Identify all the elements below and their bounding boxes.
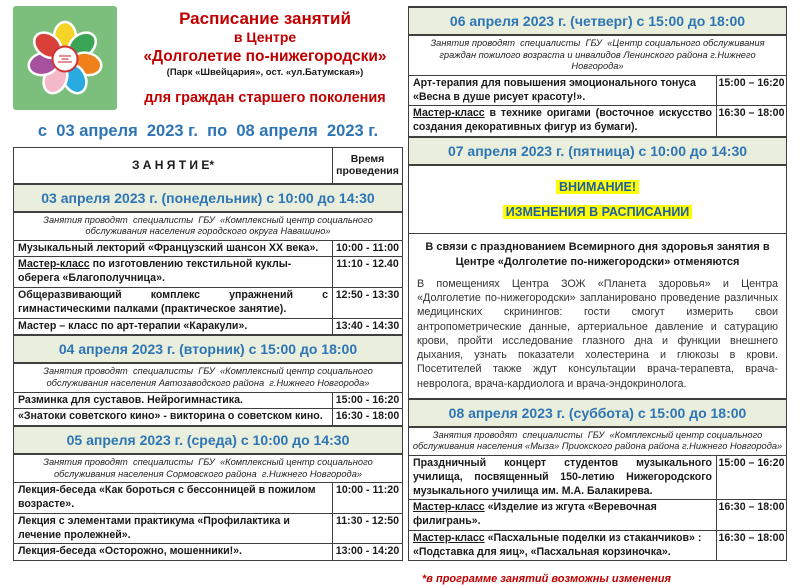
activity-text: «Изделие из жгута «Веревочная филигрань». xyxy=(413,501,657,528)
activity-cell: Арт-терапия для повышения эмоционального тонуса «Весна в душе рисует красоту!». xyxy=(409,75,717,106)
time-column-header: Время проведения xyxy=(333,148,403,184)
time-cell: 11:10 - 12.40 xyxy=(333,257,403,288)
activity-cell: «Знатоки советского кино» - викторина о советском кино. xyxy=(14,409,333,426)
activity-cell: Общеразвивающий комплекс упражнений с гимнастическими палками (практическое занятие). xyxy=(14,288,333,319)
notice-cell xyxy=(409,234,787,399)
section-title: 03 апреля 2023 г. (понедельник) с 10:00 до 14:30 xyxy=(14,184,403,212)
schedule-table-right xyxy=(408,6,787,561)
time-cell: 16:30 – 18:00 xyxy=(716,530,786,561)
activity-cell xyxy=(409,106,717,137)
section-title: 06 апреля 2023 г. (четверг) с 15:00 до 18:00 xyxy=(409,7,787,35)
time-cell: 15:00 – 16:20 xyxy=(716,75,786,106)
section-title: 05 апреля 2023 г. (среда) с 10:00 до 14:30 xyxy=(14,426,403,454)
health-day-paragraph: В помещениях Центра ЗОЖ «Планета здоровья» и Центра «Долголетие по-нижегородски» запланировано проведение различных медицинских скринингов: гости смогут измерить свои антропометрические данные, артериальное давление и сатурацию крови, пройти исследование глазного дна и функции внешнего дыхания, узнать показатели холестерина и глюкозы в крови. Посетителей также ждут консультации врача-терапевта, врача-невролога, врача-кардиолога и врача-эндокринолога. xyxy=(417,277,778,390)
provider-row xyxy=(14,212,403,241)
time-cell: 16:30 - 18:00 xyxy=(333,409,403,426)
table-row xyxy=(14,544,403,561)
time-cell: 11:30 - 12:50 xyxy=(333,513,403,544)
title-block xyxy=(127,6,403,106)
provider-note: Занятия проводят специалисты ГБУ «Комплексный центр социального обслуживания населения Автозаводского района г.Нижнего Новгорода» xyxy=(14,363,403,392)
activity-cell: Праздничный концерт студентов музыкального училища, посвященный 150-летию Нижегородского музыкального училища им. М.А. Балакирева. xyxy=(409,455,717,499)
title-line-2: в Центре xyxy=(233,29,297,46)
flower-logo xyxy=(13,6,117,115)
time-cell: 16:30 – 18:00 xyxy=(716,106,786,137)
activity-cell xyxy=(409,500,717,531)
table-row xyxy=(14,240,403,257)
time-cell: 10:00 - 11:00 xyxy=(333,240,403,257)
flower-logo-image xyxy=(13,6,117,110)
activity-text: в технике оригами (восточное искусство создания декоративных фигур из бумаги). xyxy=(413,107,712,134)
activity-cell: Разминка для суставов. Нейрогимнастика. xyxy=(14,392,333,409)
section-title: 07 апреля 2023 г. (пятница) с 10:00 до 14:30 xyxy=(409,137,787,165)
page-title: Расписание занятий xyxy=(179,9,351,28)
changes-footnote: *в программе занятий возможны изменения xyxy=(422,573,671,585)
provider-note: Занятия проводят специалисты ГБУ «Центр социального обслуживания граждан пожилого возраста и инвалидов Ленинского района г.Нижнего Новгорода» xyxy=(409,35,787,75)
table-row xyxy=(409,75,787,106)
section-header-row xyxy=(14,426,403,454)
table-row xyxy=(14,318,403,335)
table-row xyxy=(14,513,403,544)
activity-text: по изготовлению текстильной куклы-оберега «Благополучница». xyxy=(18,258,292,285)
location-subtitle: (Парк «Швейцария», ост. «ул.Батумская») xyxy=(166,67,364,79)
activity-underlined: Мастер-класс xyxy=(18,258,90,271)
table-row xyxy=(14,409,403,426)
time-cell: 10:00 - 11:20 xyxy=(333,483,403,514)
activity-text: «Пасхальные поделки из стаканчиков» : «Подставка для яиц», «Пасхальная корзиночка». xyxy=(413,531,702,558)
activity-cell: Музыкальный лекторий «Французский шансон ХХ века». xyxy=(14,240,333,257)
time-cell: 15:00 - 16:20 xyxy=(333,392,403,409)
activity-underlined: Мастер-класс xyxy=(413,501,485,514)
time-cell: 16:30 – 18:00 xyxy=(716,500,786,531)
time-cell: 13:00 - 14:20 xyxy=(333,544,403,561)
provider-note: Занятия проводят специалисты ГБУ «Комплексный центр социального обслуживания населения Сормовского района г.Нижнего Новгорода» xyxy=(14,454,403,483)
cancellation-notice: В связи с празднованием Всемирного дня здоровья занятия в Центре «Долголетие по-нижегородски» отменяются xyxy=(425,241,770,268)
activity-cell xyxy=(14,257,333,288)
provider-note: Занятия проводят специалисты ГБУ «Комплексный центр социального обслуживания населения «Мыза» Приокского района района г.Нижнего Новгорода» xyxy=(409,427,787,456)
table-row xyxy=(14,483,403,514)
section-header-row xyxy=(14,335,403,363)
attention-row xyxy=(409,165,787,234)
table-row xyxy=(409,500,787,531)
section-header-row xyxy=(409,7,787,35)
table-row xyxy=(14,392,403,409)
activity-cell xyxy=(409,530,717,561)
time-cell: 15:00 – 16:20 xyxy=(716,455,786,499)
time-cell: 13:40 - 14:30 xyxy=(333,318,403,335)
activity-cell: Лекция с элементами практикума «Профилактика и лечение пролежней». xyxy=(14,513,333,544)
table-row xyxy=(14,257,403,288)
table-row xyxy=(409,106,787,137)
attention-line-1: ВНИМАНИЕ! xyxy=(556,180,639,194)
section-header-row xyxy=(409,399,787,427)
title-line-3: «Долголетие по-нижегородски» xyxy=(143,47,387,65)
date-range: с 03 апреля 2023 г. по 08 апреля 2023 г. xyxy=(37,122,379,140)
table-row xyxy=(409,455,787,499)
activity-cell: Мастер – класс по арт-терапии «Каракули». xyxy=(14,318,333,335)
right-column xyxy=(408,6,787,585)
provider-row xyxy=(14,454,403,483)
provider-row xyxy=(409,35,787,75)
activity-column-header: З А Н Я Т И Е* xyxy=(14,148,333,184)
section-header-row xyxy=(14,184,403,212)
notice-row xyxy=(409,234,787,399)
section-title: 04 апреля 2023 г. (вторник) с 15:00 до 18:00 xyxy=(14,335,403,363)
table-row xyxy=(14,288,403,319)
schedule-table-left xyxy=(13,147,403,561)
provider-note: Занятия проводят специалисты ГБУ «Комплексный центр социального обслуживания населения городского округа Навашино» xyxy=(14,212,403,241)
time-cell: 12:50 - 13:30 xyxy=(333,288,403,319)
activity-cell: Лекция-беседа «Как бороться с бессонницей в пожилом возрасте». xyxy=(14,483,333,514)
section-header-row xyxy=(409,137,787,165)
table-row xyxy=(409,530,787,561)
activity-underlined: Мастер-класс xyxy=(413,107,485,120)
section-title: 08 апреля 2023 г. (суббота) с 15:00 до 18:00 xyxy=(409,399,787,427)
provider-row xyxy=(409,427,787,456)
column-header-row xyxy=(14,148,403,184)
provider-row xyxy=(14,363,403,392)
poster-header xyxy=(13,6,403,115)
activity-underlined: Мастер-класс xyxy=(413,531,485,544)
audience-line: для граждан старшего поколения xyxy=(144,90,386,107)
attention-line-2: ИЗМЕНЕНИЯ В РАСПИСАНИИ xyxy=(503,205,693,219)
left-column xyxy=(13,6,403,561)
attention-block xyxy=(409,165,787,234)
activity-cell: Лекция-беседа «Осторожно, мошенники!». xyxy=(14,544,333,561)
